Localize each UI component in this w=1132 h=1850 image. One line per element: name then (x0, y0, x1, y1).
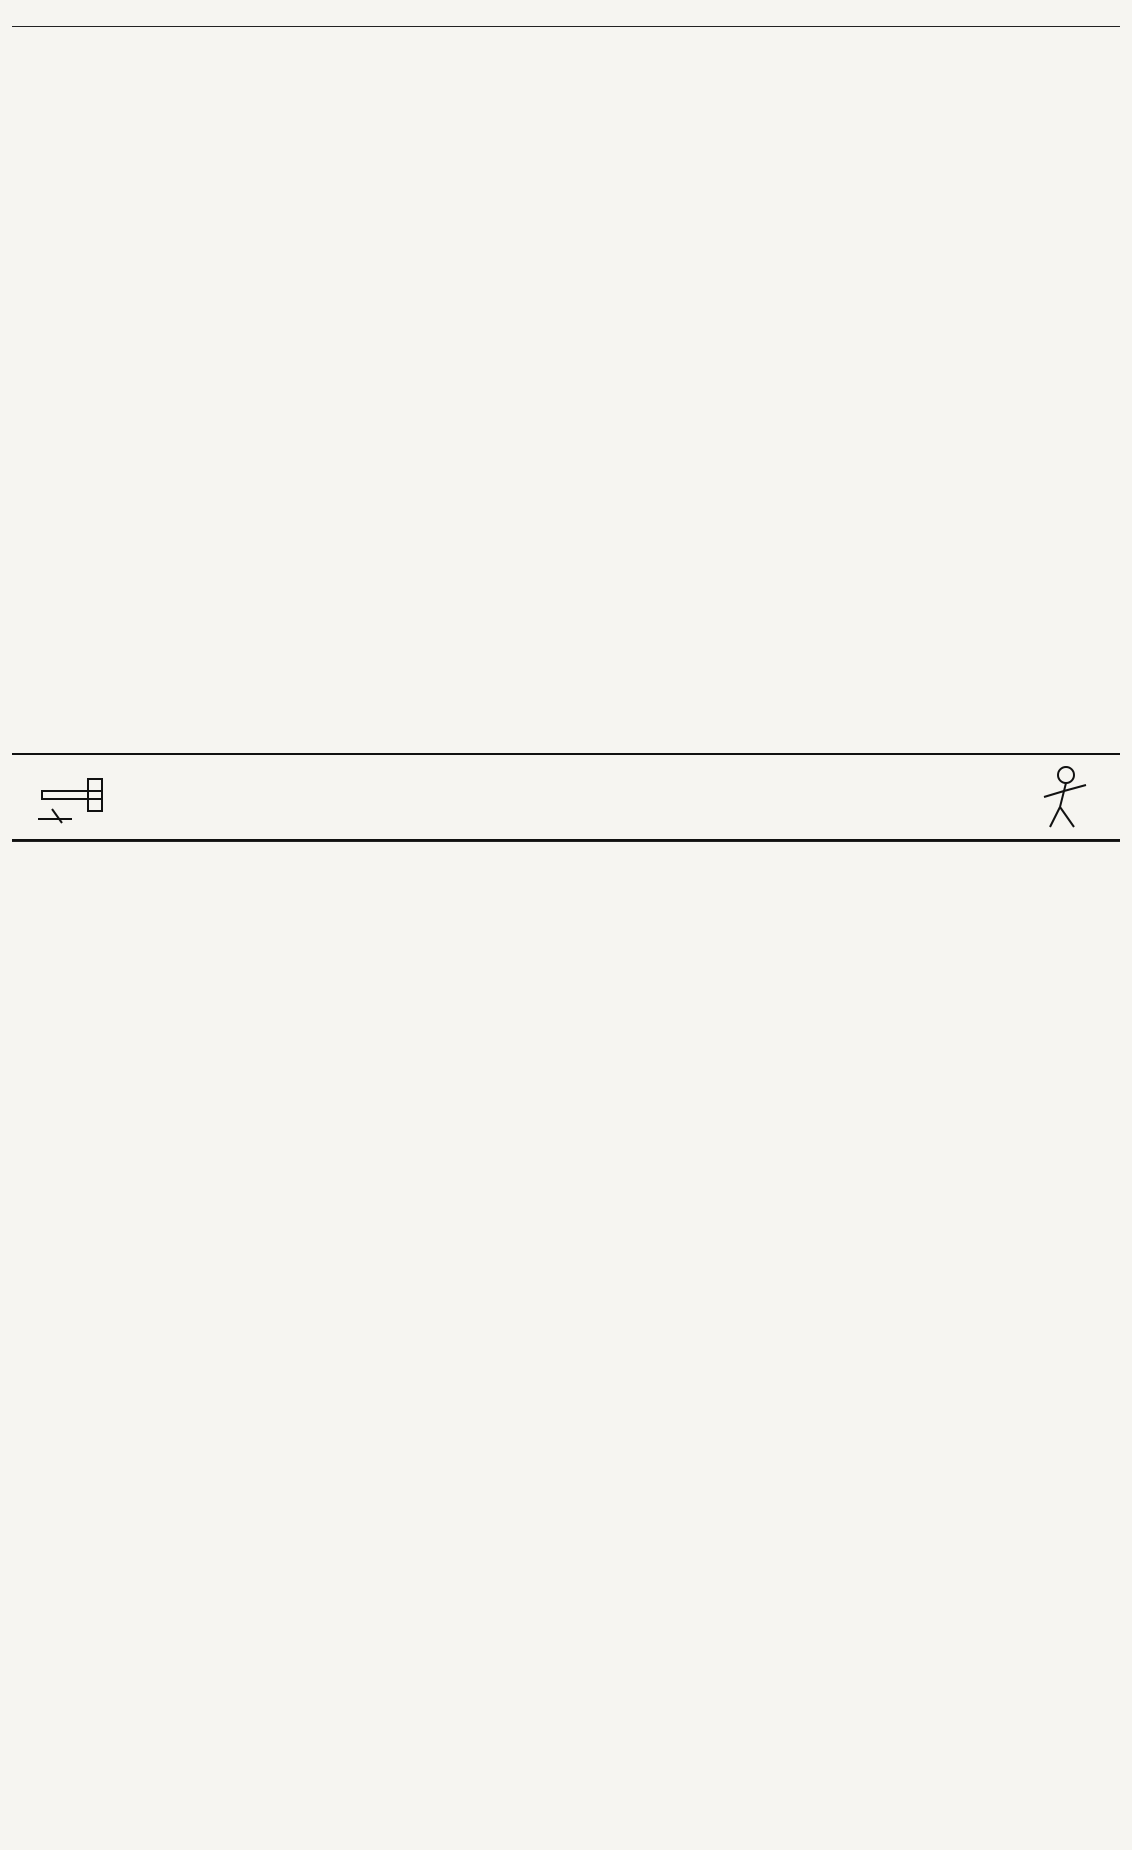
hammer-illustration-icon (32, 763, 112, 829)
service-guide-section (12, 841, 1120, 1832)
home-service-guide-banner (12, 753, 1120, 841)
classified-section (12, 26, 1120, 747)
worker-illustration-icon (1020, 761, 1100, 831)
page-header (12, 6, 1120, 26)
